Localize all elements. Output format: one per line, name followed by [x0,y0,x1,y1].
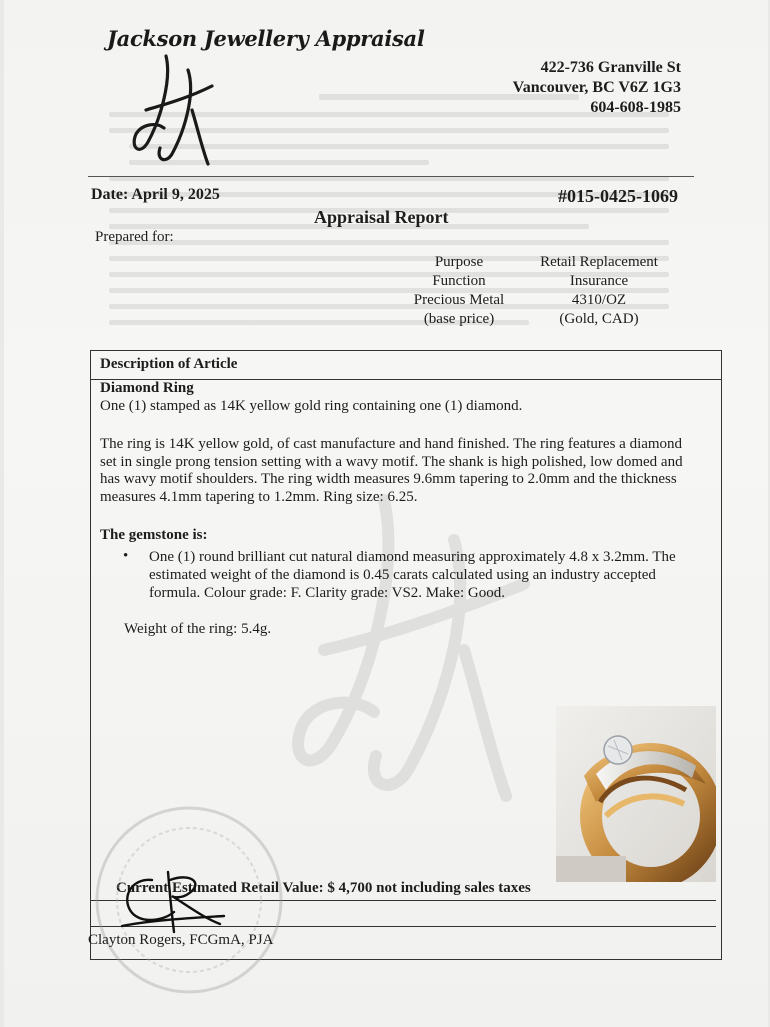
retail-value: Current Estimated Retail Value: $ 4,700 not including sales taxes [116,880,531,896]
purpose-label: Purpose [434,254,484,270]
report-number: #015-0425-1069 [558,186,678,206]
item-description-paragraph: The ring is 14K yellow gold, of cast manufacture and hand finished. The ring features a diamond set in single prong tension setting with a wavy motif. The shank is high polished, low domed and has wavy motif shoulders. The ring width measures 9.6mm tapering to 2.0mm and the thickness measures 4.1mm tapering to 1.2mm. Ring size: 6.25. [100,436,683,505]
address-block [513,58,681,118]
base-price-value: (Gold, CAD) [559,311,639,327]
description-header-label: Description of Article [100,356,238,372]
purpose-value: Retail Replacement [540,254,658,270]
prepared-for-label: Prepared for: [95,229,174,245]
item-title: Diamond Ring [100,380,194,396]
gemstone-title: The gemstone is: [100,527,208,543]
ring-weight: Weight of the ring: 5.4g. [124,621,272,637]
item-summary: One (1) stamped as 14K yellow gold ring containing one (1) diamond. [100,398,523,414]
header-divider [88,176,694,177]
address-line-1: 422-736 Granville St [540,59,681,76]
appraisal-document [4,0,768,1027]
signature [112,866,232,936]
function-label: Function [432,273,486,289]
company-name: Jackson Jewellery Appraisal [107,26,425,51]
report-date: Date: April 9, 2025 [91,186,220,203]
gemstone-details: One (1) round brilliant cut natural diamond measuring approximately 4.8 x 3.2mm. The estimated weight of the diamond is 0.45 carats calculated using an industry accepted formula. Colour grade: F. Clarity grade: VS2. Make: Good. [149,549,676,601]
report-title: Appraisal Report [314,207,449,227]
appraiser-name: Clayton Rogers, FCGmA, PJA [88,932,274,948]
ring-photo [556,706,716,882]
description-header [91,351,721,380]
company-monogram-logo [126,50,226,170]
address-line-2: Vancouver, BC V6Z 1G3 [512,79,681,96]
function-value: Insurance [569,273,629,289]
gemstone-bullet: • [123,548,129,564]
precious-metal-label: Precious Metal [413,292,505,308]
purpose-table [399,253,679,329]
phone-number: 604-608-1985 [590,99,681,116]
precious-metal-value: 4310/OZ [571,292,627,308]
base-price-label: (base price) [423,311,495,327]
